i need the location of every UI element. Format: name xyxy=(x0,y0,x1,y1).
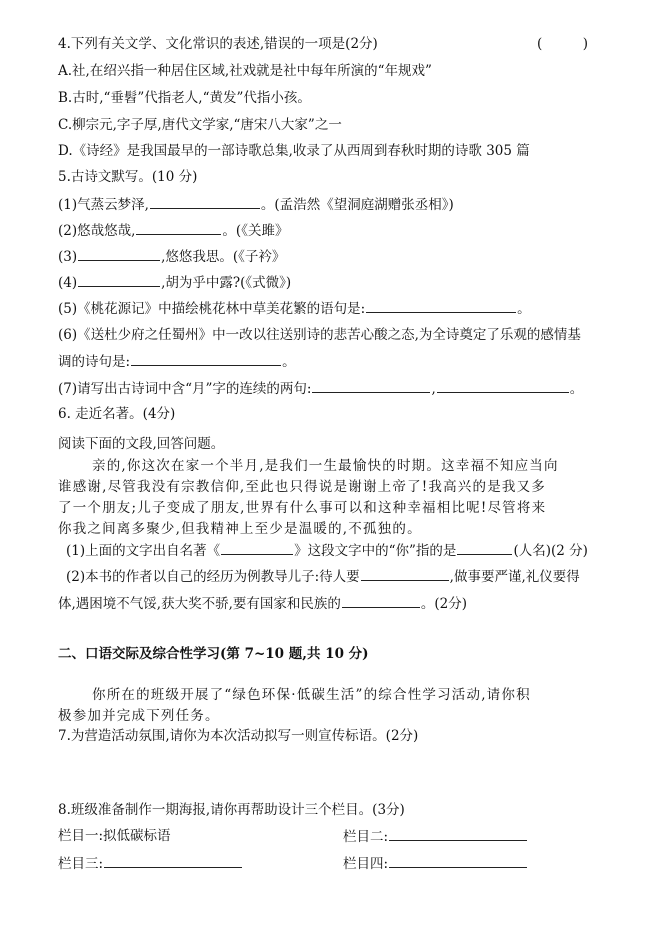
q5-line-3 xyxy=(58,246,285,267)
q4-option-b: B.古时,“垂髫”代指老人,“黄发”代指小孩。 xyxy=(58,90,311,106)
q6-sub-1 xyxy=(66,540,588,561)
q5-l5-prefix: (5)《桃花源记》中描绘桃花林中草美花繁的语句是: xyxy=(58,301,366,317)
q5-line-6b xyxy=(58,351,296,372)
q5-line-7 xyxy=(58,378,583,399)
q6-blank-2a[interactable] xyxy=(361,566,449,581)
q5-blank-7a[interactable] xyxy=(312,378,430,393)
q5-blank-3[interactable] xyxy=(78,246,160,261)
q6-s2-prefix: (2)本书的作者以自己的经历为例教导儿子:待人要 xyxy=(66,569,360,585)
q6-s2-middle: ,做事要严谨,礼仪要得 xyxy=(449,569,580,585)
q6-passage-line-1: 亲的,你这次在家一个半月,是我们一生最愉快的时期。这幸福不知应当向 xyxy=(92,458,559,474)
q8-stem: 8.班级准备制作一期海报,请你再帮助设计三个栏目。(3分) xyxy=(58,802,405,818)
q5-blank-6[interactable] xyxy=(131,351,281,366)
q5-line-1 xyxy=(58,194,454,215)
column-2-blank[interactable] xyxy=(389,826,527,841)
column-3-blank[interactable] xyxy=(104,853,242,868)
q6-sub-2b xyxy=(58,593,467,614)
q5-l3-suffix: ,悠悠我思。(《子衿》 xyxy=(161,249,286,265)
q6-blank-2b[interactable] xyxy=(342,593,420,608)
q5-blank-1[interactable] xyxy=(150,194,260,209)
q5-l6-suffix: 。 xyxy=(282,354,296,370)
section-2-title: 二、口语交际及综合性学习(第 7~10 题,共 10 分) xyxy=(58,646,369,662)
q6-s1-prefix: (1)上面的文字出自名著《 xyxy=(66,543,221,559)
q5-l4-suffix: ,胡为乎中露?(《式微》) xyxy=(161,275,292,291)
q7-stem: 7.为营造活动氛围,请你为本次活动拟写一则宣传标语。(2分) xyxy=(58,728,419,744)
q6-passage-line-2: 谁感谢,尽管我没有宗教信仰,至此也只得说是谢谢上帝了!我高兴的是我又多 xyxy=(58,479,547,495)
q5-line-2 xyxy=(58,220,288,241)
q5-blank-2[interactable] xyxy=(136,220,221,235)
column-1: 栏目一:拟低碳标语 xyxy=(58,828,171,844)
q5-l4-prefix: (4) xyxy=(58,275,78,291)
q4-stem-text: 4.下列有关文学、文化常识的表述,错误的一项是(2分) xyxy=(58,36,378,52)
column-4 xyxy=(343,853,528,874)
q5-l1-suffix: 。(孟浩然《望洞庭湖赠张丞相》) xyxy=(260,197,454,213)
q6-s1-middle: 》这段文字中的“你”指的是 xyxy=(294,543,457,559)
column-2-label: 栏目二: xyxy=(343,829,389,845)
q4-option-a: A.社,在绍兴指一种居住区域,社戏就是社中每年所演的“年规戏” xyxy=(58,63,432,79)
section-2-intro-2: 极参加并完成下列任务。 xyxy=(58,708,220,724)
q5-l7-suffix: 。 xyxy=(569,381,584,397)
q4-option-c: C.柳宗元,字子厚,唐代文学家,“唐宋八大家”之一 xyxy=(58,117,342,133)
q5-l7-prefix: (7)请写出古诗词中含“月”字的连续的两句: xyxy=(58,381,312,397)
q6-s2-cont: 体,遇困境不气馁,获大奖不骄,要有国家和民族的 xyxy=(58,596,341,612)
column-3-label: 栏目三: xyxy=(58,856,104,872)
q5-blank-7b[interactable] xyxy=(437,378,569,393)
q6-s2-suffix: 。(2分) xyxy=(420,596,467,612)
column-4-label: 栏目四: xyxy=(343,856,389,872)
q6-s1-suffix: (人名)(2 分) xyxy=(513,543,588,559)
q5-line-5 xyxy=(58,298,531,319)
q5-stem: 5.古诗文默写。(10 分) xyxy=(58,169,198,185)
q5-l2-suffix: 。(《关雎》 xyxy=(222,223,289,239)
q5-line-4 xyxy=(58,272,291,293)
column-2 xyxy=(343,826,528,847)
q5-blank-5[interactable] xyxy=(366,298,516,313)
q5-l1-prefix: (1)气蒸云梦泽, xyxy=(58,197,149,213)
column-3 xyxy=(58,853,243,874)
column-4-blank[interactable] xyxy=(389,853,527,868)
q5-l5-suffix: 。 xyxy=(517,301,531,317)
q6-blank-name[interactable] xyxy=(457,540,512,555)
q6-stem: 6. 走近名著。(4分) xyxy=(58,406,176,422)
q6-intro: 阅读下面的文段,回答问题。 xyxy=(58,436,225,452)
q4-stem xyxy=(58,34,378,54)
q6-passage-line-4: 你我之间离多聚少,但我精神上至少是温暖的,不孤独的。 xyxy=(58,521,422,537)
q6-sub-2a xyxy=(66,566,580,587)
q6-passage-line-3: 了一个朋友;儿子变成了朋友,世界有什么事可以和这种幸福相比呢!尽管将来 xyxy=(58,500,547,516)
q4-option-d: D.《诗经》是我国最早的一部诗歌总集,收录了从西周到春秋时期的诗歌 305 篇 xyxy=(58,143,530,159)
q5-l2-prefix: (2)悠哉悠哉, xyxy=(58,223,136,239)
q5-blank-4[interactable] xyxy=(78,272,160,287)
q6-blank-book[interactable] xyxy=(221,540,293,555)
q5-l6-prefix: 调的诗句是: xyxy=(58,354,131,370)
q5-l7-comma: , xyxy=(431,381,436,397)
section-2-intro-1: 你所在的班级开展了“绿色环保·低碳生活”的综合性学习活动,请你积 xyxy=(92,687,531,703)
q4-answer-paren[interactable]: ( ) xyxy=(537,36,589,52)
q5-l3-prefix: (3) xyxy=(58,249,78,265)
q5-line-6a: (6)《送杜少府之任蜀州》中一改以往送别诗的悲苦心酸之态,为全诗奠定了乐观的感情基 xyxy=(58,327,581,343)
